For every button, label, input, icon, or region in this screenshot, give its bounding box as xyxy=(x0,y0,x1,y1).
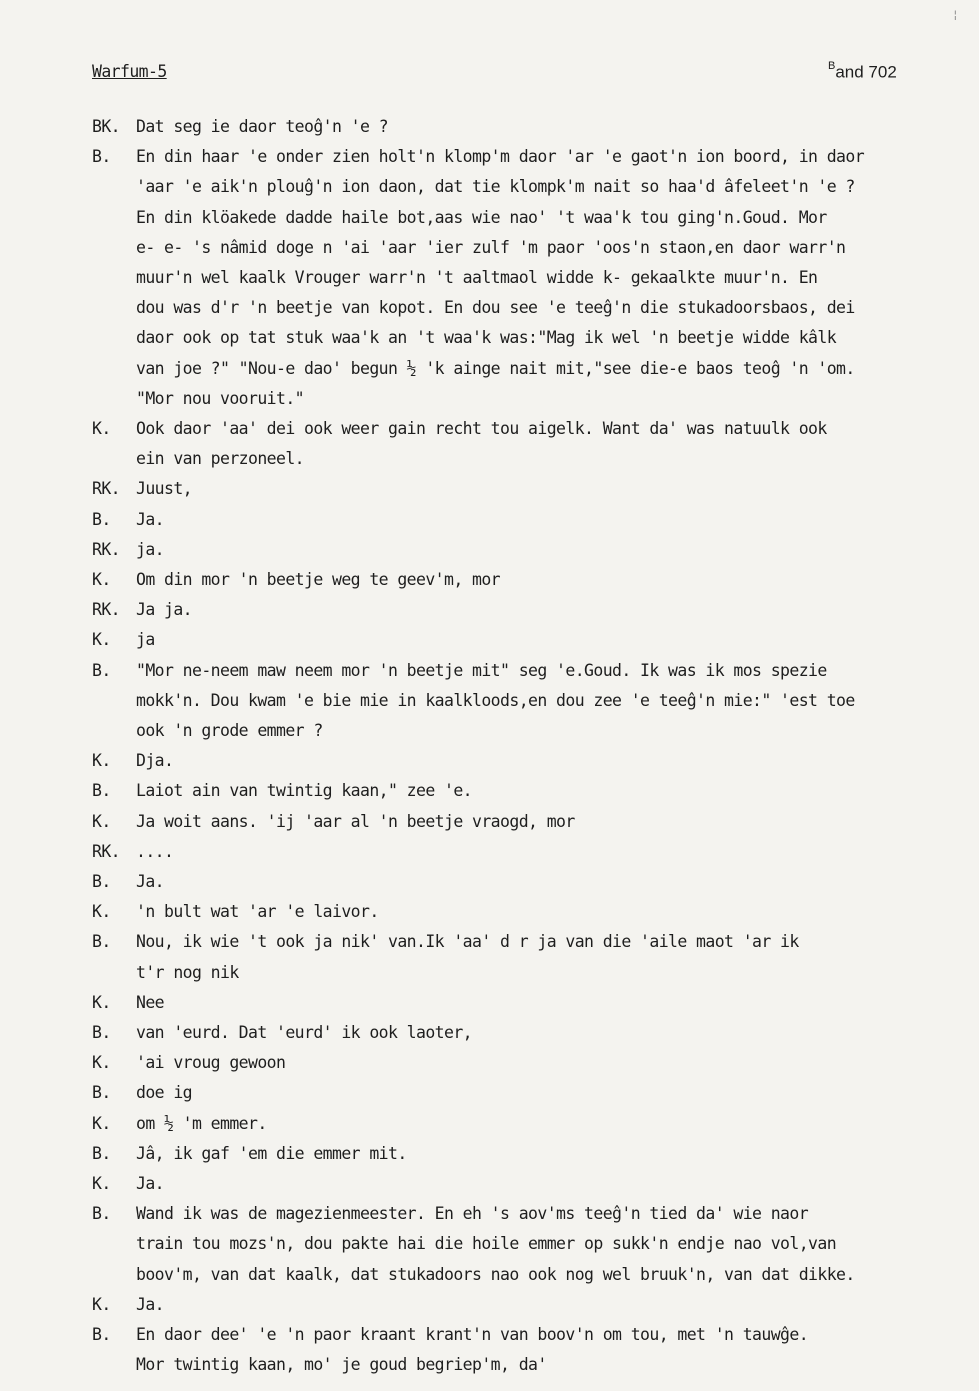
transcript-line: Nee xyxy=(136,992,165,1012)
transcript-line: Mor twintig kaan, mo' je goud begriep'm, da' xyxy=(136,1355,547,1375)
transcript-line: En din haar 'e onder zien holt'n klomp'm daor 'ar 'e gaot'n ion boord, in daor xyxy=(136,147,865,167)
speaker-label: B. xyxy=(92,932,111,952)
speaker-label: RK. xyxy=(92,841,121,861)
transcript-line: Laiot ain van twintig kaan," zee 'e. xyxy=(136,781,473,801)
transcript-line: t'r nog nik xyxy=(136,962,239,982)
header-superscript: B xyxy=(828,60,836,72)
transcript-line: mokk'n. Dou kwam 'e bie mie in kaalkloods,en dou zee 'e teeĝ'n mie:" 'est toe xyxy=(136,690,855,710)
speaker-label: B. xyxy=(92,1325,111,1344)
transcript-line: Wand ik was de magezienmeester. En eh 's aov'ms teeĝ'n tied da' wie naor xyxy=(136,1204,809,1224)
transcript-line: ein van perzoneel. xyxy=(136,449,305,469)
transcript-line: En daor dee' 'e 'n paor kraant krant'n van boov'n om tou, met 'n tauwĝe. xyxy=(136,1325,809,1344)
speaker-label: K. xyxy=(92,811,111,831)
speaker-label: B. xyxy=(92,872,111,891)
speaker-label: B. xyxy=(92,660,111,680)
transcript-line: van 'eurd. Dat 'eurd' ik ook laoter, xyxy=(136,1023,473,1042)
transcript-line: Ja. xyxy=(136,1294,165,1314)
transcript-line: Ja. xyxy=(136,509,165,529)
transcript-line: 'n bult wat 'ar 'e laivor. xyxy=(136,902,379,922)
speaker-label: RK. xyxy=(92,539,121,559)
transcript-line: muur'n wel kaalk Vrouger warr'n 't aaltmaol widde k- gekaalkte muur'n. En xyxy=(136,268,818,287)
page-header-right xyxy=(828,62,897,83)
transcript-line: Ja. xyxy=(136,872,165,891)
transcript-line: En din klöakede dadde haile bot,aas wie nao' 't waa'k tou ging'n.Goud. Mor xyxy=(136,207,827,227)
transcript-line: Ja ja. xyxy=(136,600,193,620)
transcript-line: Ja. xyxy=(136,1174,165,1193)
transcript-line: Juust, xyxy=(136,479,193,499)
transcript-line: om ½ 'm emmer. xyxy=(136,1113,267,1133)
speaker-label: K. xyxy=(92,902,111,922)
transcript-line: Nou, ik wie 't ook ja nik' van.Ik 'aa' d r ja van die 'aile maot 'ar ik xyxy=(136,932,799,952)
transcript-line: doe ig xyxy=(136,1083,193,1103)
transcript-line: "Mor ne-neem maw neem mor 'n beetje mit" seg 'e.Goud. Ik was ik mos spezie xyxy=(136,660,827,680)
transcript-line: e- e- 's nâmid doge n 'ai 'aar 'ier zulf 'm paor 'oos'n staon,en daor warr'n xyxy=(136,237,846,257)
transcript-line: ja xyxy=(136,630,155,650)
transcript-line: dou was d'r 'n beetje van kopot. En dou see 'e teeĝ'n die stukadoorsbaos, dei xyxy=(136,298,855,318)
speaker-label: B. xyxy=(92,147,111,167)
transcript-line: Ja woit aans. 'ij 'aar al 'n beetje vraogd, mor xyxy=(136,811,575,831)
speaker-label: B. xyxy=(92,1143,111,1163)
transcript-line: Dja. xyxy=(136,751,174,771)
header-band-number: and 702 xyxy=(835,62,897,82)
transcript-line: .... xyxy=(136,841,174,861)
transcript-line: 'aar 'e aik'n plouĝ'n ion daon, dat tie klompk'm nait so haa'd âfeleet'n 'e ? xyxy=(136,177,855,197)
speaker-label: K. xyxy=(92,570,111,589)
speaker-label: B. xyxy=(92,1083,111,1103)
speaker-label: K. xyxy=(92,1174,111,1193)
transcript-line: ook 'n grode emmer ? xyxy=(136,721,323,740)
transcript-line: ja. xyxy=(136,539,165,559)
transcript-line: boov'm, van dat kaalk, dat stukadoors nao ook nog wel bruuk'n, van dat dikke. xyxy=(136,1264,855,1284)
speaker-label: B. xyxy=(92,509,111,529)
transcript-line: Ook daor 'aa' dei ook weer gain recht tou aigelk. Want da' was natuulk ook xyxy=(136,419,827,438)
speaker-label: K. xyxy=(92,751,111,771)
speaker-label: K. xyxy=(92,419,111,438)
transcript-line: 'ai vroug gewoon xyxy=(136,1053,286,1073)
speaker-label: K. xyxy=(92,1053,111,1073)
page-header-left: Warfum-5 xyxy=(92,62,167,81)
corner-mark: ¦ xyxy=(952,8,959,21)
speaker-label: K. xyxy=(92,630,111,650)
transcript-line: Jâ, ik gaf 'em die emmer mit. xyxy=(136,1143,407,1163)
speaker-label: K. xyxy=(92,1294,111,1314)
speaker-label: B. xyxy=(92,1023,111,1042)
speaker-label: BK. xyxy=(92,117,121,136)
transcript-line: train tou mozs'n, dou pakte hai die hoile emmer op sukk'n endje nao vol,van xyxy=(136,1234,837,1254)
speaker-label: RK. xyxy=(92,479,121,499)
speaker-label: K. xyxy=(92,992,111,1012)
speaker-label: RK. xyxy=(92,600,121,620)
transcript-line: daor ook op tat stuk waa'k an 't waa'k was:"Mag ik wel 'n beetje widde kâlk xyxy=(136,328,837,348)
speaker-label: B. xyxy=(92,781,111,801)
speaker-label: K. xyxy=(92,1113,111,1133)
transcript-line: "Mor nou vooruit." xyxy=(136,388,305,408)
transcript-line: Om din mor 'n beetje weg te geev'm, mor xyxy=(136,570,501,589)
transcript-line: van joe ?" "Nou-e dao' begun ½ 'k ainge nait mit,"see die-e baos teoĝ 'n 'om. xyxy=(136,358,855,378)
transcript-line: Dat seg ie daor teoĝ'n 'e ? xyxy=(136,117,389,136)
speaker-label: B. xyxy=(92,1204,111,1224)
